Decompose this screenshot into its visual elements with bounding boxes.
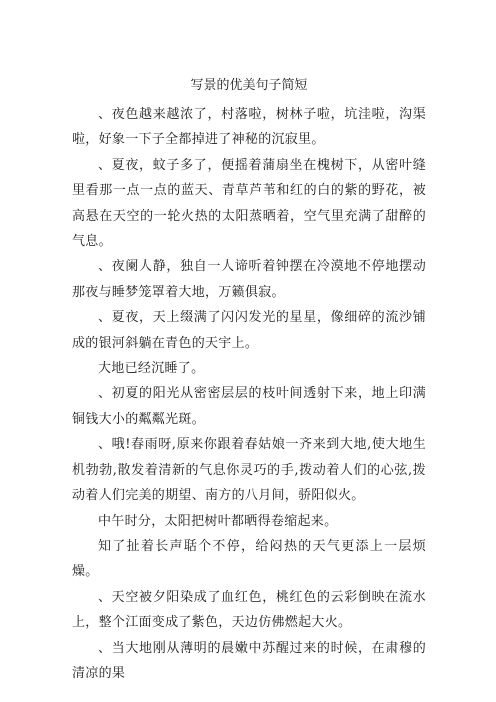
paragraph-7: 、哦!春雨呀,原来你跟着春姑娘一齐来到大地,使大地生机勃勃,散发着清新的气息你灵巧的手,拨动着人们的心弦,拨动着人们完美的期望、南方的八月间，骄阳似火。 bbox=[72, 437, 426, 504]
document-title: 写景的优美句子简短 bbox=[190, 78, 308, 93]
paragraph-1: 、夜色越来越浓了，村落啦，树林子啦，坑洼啦，沟渠啦，好象一下子全都掉进了神秘的沉寂里。 bbox=[72, 107, 426, 148]
paragraph-8: 中午时分，太阳把树叶都晒得卷缩起来。 bbox=[98, 513, 338, 529]
document-page bbox=[72, 78, 426, 686]
paragraph-3: 、夜阑人静，独自一人谛听着钟摆在冷漠地不停地摆动那夜与睡梦笼罩着大地，万籁俱寂。 bbox=[72, 259, 426, 300]
paragraph-5: 大地已经沉睡了。 bbox=[98, 361, 205, 377]
paragraph-10: 、天空被夕阳染成了血红色，桃红色的云彩倒映在流水上，整个江面变成了紫色，天边仿佛燃起大火。 bbox=[72, 589, 426, 631]
paragraph-9: 知了扯着长声聒个不停，给闷热的天气更添上一层烦燥。 bbox=[72, 538, 426, 580]
paragraph-11: 、当大地刚从薄明的晨嫩中苏醒过来的时候，在肃穆的清凉的果 bbox=[72, 640, 426, 681]
paragraph-6: 、初夏的阳光从密密层层的枝叶间透射下来，地上印满铜钱大小的粼粼光斑。 bbox=[72, 386, 426, 427]
paragraph-4: 、夏夜，天上缀满了闪闪发光的星星，像细碎的流沙铺成的银河斜躺在青色的天宇上。 bbox=[72, 310, 426, 351]
paragraph-2: 、夏夜，蚊子多了，便摇着蒲扇坐在槐树下，从密叶缝里看那一点一点的蓝天、青草芦苇和红的白的紫的野花，被高悬在天空的一轮火热的太阳蒸晒着，空气里充满了甜醉的气息。 bbox=[72, 157, 426, 250]
